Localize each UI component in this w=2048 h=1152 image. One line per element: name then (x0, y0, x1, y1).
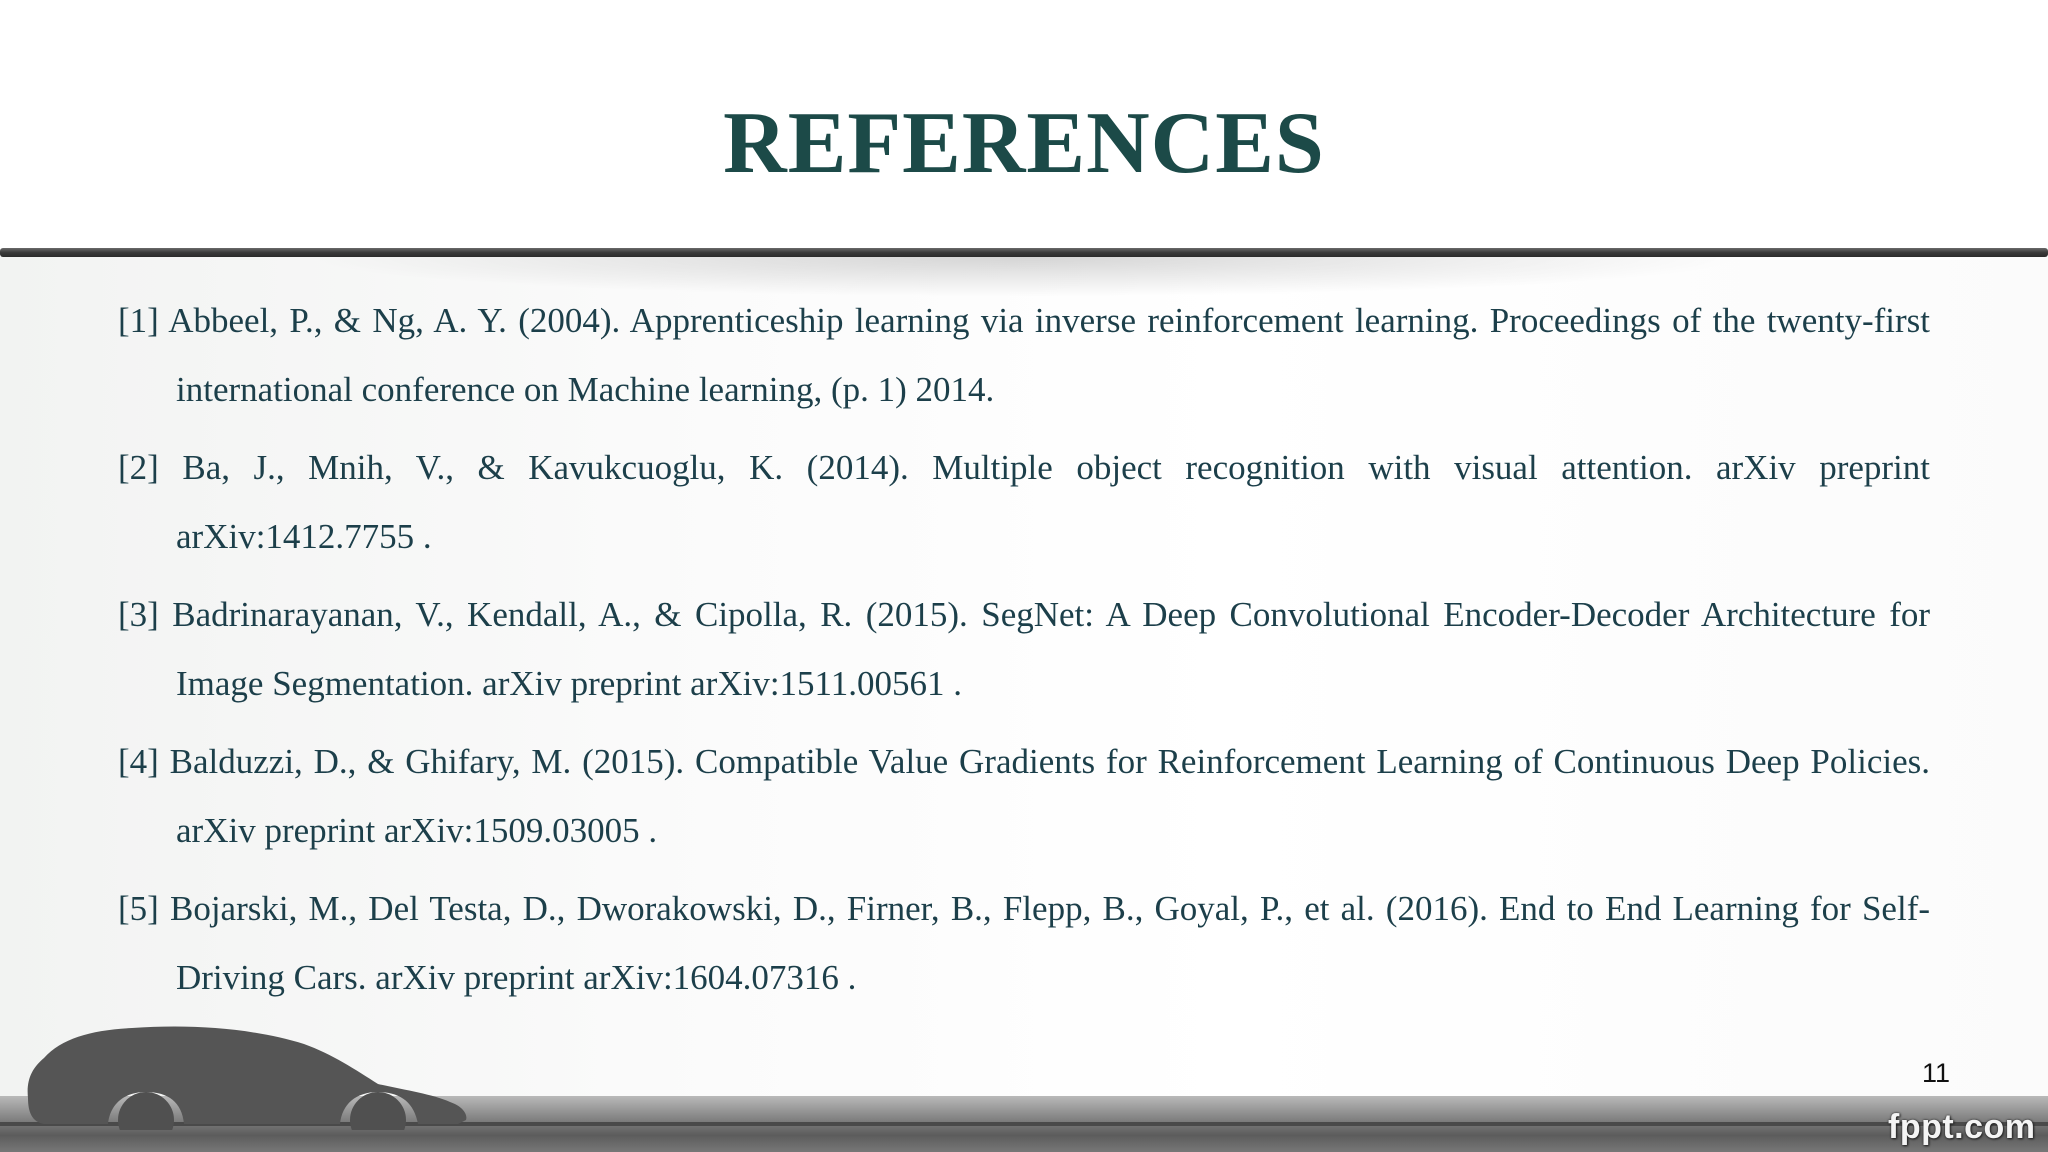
reference-text: Bojarski, M., Del Testa, D., Dworakowski, D., Firner, B., Flepp, B., Goyal, P., et al. (2016). End to End Learning for Self-Driving Cars. arXiv preprint arXiv:1604.07316 . (169, 889, 1931, 997)
reference-item (118, 727, 1930, 865)
reference-text: Ba, J., Mnih, V., & Kavukcuoglu, K. (2014). Multiple object recognition with visual attention. arXiv preprint arXiv:1412.7755 . (176, 448, 1931, 556)
reference-number: [1] (118, 301, 159, 340)
reference-number: [2] (118, 448, 159, 487)
reference-item (118, 433, 1930, 571)
reference-number: [3] (118, 595, 159, 634)
reference-item (118, 874, 1930, 1012)
reference-item (118, 286, 1930, 424)
car-silhouette-icon (22, 1010, 472, 1130)
page-number: 11 (1921, 1058, 1950, 1088)
slide-title: REFERENCES (723, 95, 1325, 192)
reference-number: [4] (118, 742, 159, 781)
reference-text: Abbeel, P., & Ng, A. Y. (2004). Apprenticeship learning via inverse reinforcement learning. Proceedings of the twenty-first international conference on Machine learning, (p. 1) 2014. (168, 301, 1930, 409)
reference-list (118, 286, 1930, 1021)
title-divider (0, 248, 2048, 257)
watermark: fppt.com (1888, 1108, 2036, 1146)
reference-item (118, 580, 1930, 718)
reference-number: [5] (118, 889, 159, 928)
reference-text: Balduzzi, D., & Ghifary, M. (2015). Compatible Value Gradients for Reinforcement Learning of Continuous Deep Policies. arXiv preprint arXiv:1509.03005 . (169, 742, 1930, 850)
reference-text: Badrinarayanan, V., Kendall, A., & Cipolla, R. (2015). SegNet: A Deep Convolutional Encoder-Decoder Architecture for Image Segmentation. arXiv preprint arXiv:1511.00561 . (172, 595, 1930, 703)
